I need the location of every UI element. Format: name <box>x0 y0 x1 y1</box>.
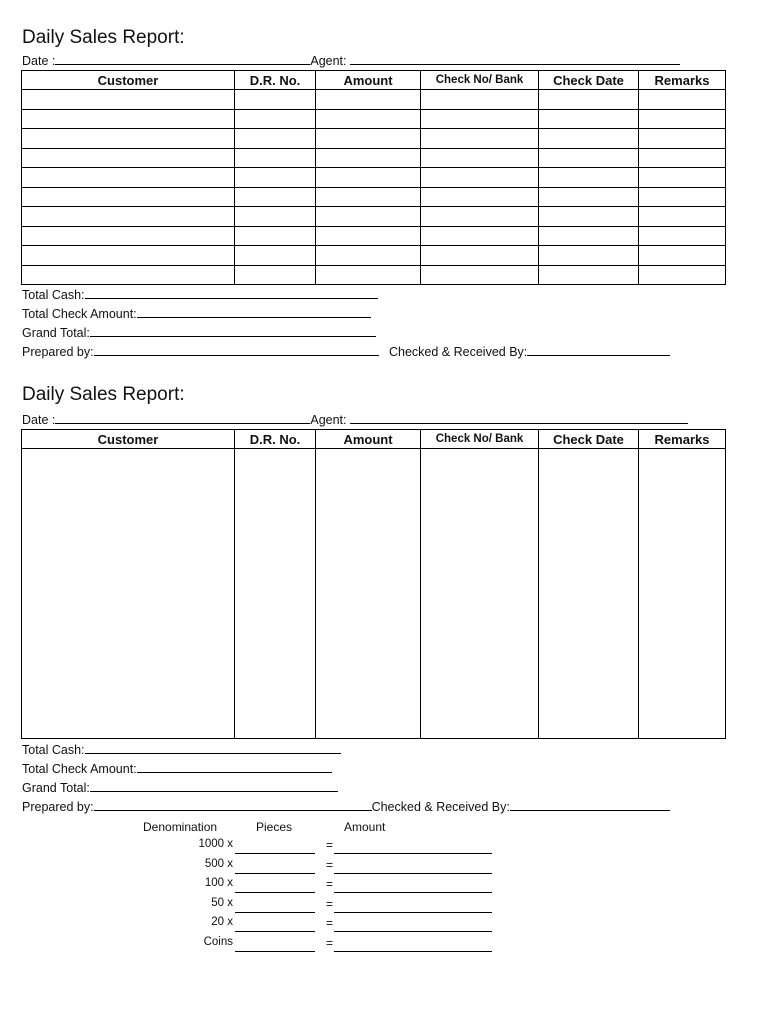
amount-field[interactable] <box>334 841 492 854</box>
remarks-cell[interactable] <box>639 109 726 129</box>
form2-agent-field[interactable] <box>350 412 688 424</box>
form1-agent-field[interactable] <box>350 53 680 65</box>
form2-checked-by-field[interactable] <box>510 799 670 811</box>
amount-column-area[interactable] <box>316 449 421 739</box>
dr-no-cell[interactable] <box>235 246 316 266</box>
form2-total-check-row <box>22 761 332 777</box>
form1-grand-total-label: Grand Total: <box>22 326 90 340</box>
form1-agent-label: Agent: <box>310 54 347 68</box>
customer-cell[interactable] <box>22 246 235 266</box>
col-header-check-no-bank: Check No/ Bank <box>421 430 539 449</box>
form1-signature-row <box>22 344 670 360</box>
check-date-cell[interactable] <box>539 207 639 227</box>
table-header-row <box>22 430 726 449</box>
amount-cell[interactable] <box>316 246 421 266</box>
form1-total-check-field[interactable] <box>137 306 371 318</box>
table-row <box>22 226 726 246</box>
form1-date-field[interactable] <box>55 53 310 65</box>
form1-prepared-by-field[interactable] <box>94 344 379 356</box>
amount-header: Amount <box>344 820 386 834</box>
check-date-cell[interactable] <box>539 187 639 207</box>
check-date-cell[interactable] <box>539 148 639 168</box>
form2-total-cash-row <box>22 742 341 758</box>
amount-cell[interactable] <box>316 90 421 110</box>
amount-field[interactable] <box>334 939 492 952</box>
form2-grand-total-label: Grand Total: <box>22 781 90 795</box>
pieces-field[interactable] <box>235 939 315 952</box>
customer-cell[interactable] <box>22 187 235 207</box>
pieces-field[interactable] <box>235 841 315 854</box>
form2-grand-total-row <box>22 780 338 796</box>
check-no-bank-column-area[interactable] <box>421 449 539 739</box>
form2-date-label: Date : <box>22 413 56 427</box>
check-no-bank-cell[interactable] <box>421 109 539 129</box>
remarks-cell[interactable] <box>639 246 726 266</box>
form1-date-agent-row <box>22 53 680 69</box>
form2-date-field[interactable] <box>55 412 310 424</box>
table-row <box>22 187 726 207</box>
form2-grand-total-field[interactable] <box>90 780 338 792</box>
table-row <box>22 246 726 266</box>
pieces-field[interactable] <box>235 861 315 874</box>
remarks-cell[interactable] <box>639 207 726 227</box>
remarks-cell[interactable] <box>639 90 726 110</box>
check-no-bank-cell[interactable] <box>421 187 539 207</box>
form1-total-cash-row <box>22 287 378 303</box>
equals-sign: = <box>326 896 334 911</box>
form2-checked-by-label: Checked & Received By: <box>371 800 510 814</box>
dr-no-cell[interactable] <box>235 187 316 207</box>
customer-cell[interactable] <box>22 168 235 188</box>
amount-cell[interactable] <box>316 148 421 168</box>
form2-date-agent-row <box>22 412 688 428</box>
check-no-bank-cell[interactable] <box>421 168 539 188</box>
amount-field[interactable] <box>334 880 492 893</box>
equals-sign: = <box>326 857 334 872</box>
denomination-header: Denomination <box>143 820 218 834</box>
dr-no-cell[interactable] <box>235 226 316 246</box>
denomination-label: 500 x <box>204 857 233 870</box>
form1-title: Daily Sales Report: <box>22 27 185 48</box>
col-header-amount: Amount <box>316 430 421 449</box>
table-row <box>22 148 726 168</box>
form1-date-label: Date : <box>22 54 56 68</box>
remarks-cell[interactable] <box>639 168 726 188</box>
col-header-remarks: Remarks <box>639 71 726 90</box>
dr-no-cell[interactable] <box>235 168 316 188</box>
form1-checked-by-field[interactable] <box>527 344 670 356</box>
table-row <box>22 207 726 227</box>
dr-no-column-area[interactable] <box>235 449 316 739</box>
form1-total-check-row <box>22 306 371 322</box>
check-no-bank-cell[interactable] <box>421 207 539 227</box>
table-header-row <box>22 71 726 90</box>
col-header-amount: Amount <box>316 71 421 90</box>
customer-cell[interactable] <box>22 207 235 227</box>
dr-no-cell[interactable] <box>235 265 316 285</box>
amount-field[interactable] <box>334 919 492 932</box>
form1-grand-total-row <box>22 325 376 341</box>
dr-no-cell[interactable] <box>235 90 316 110</box>
denomination-label: 50 x <box>211 896 233 909</box>
remarks-column-area[interactable] <box>639 449 726 739</box>
form2-total-check-label: Total Check Amount: <box>22 762 137 776</box>
table-body-area <box>22 449 726 739</box>
customer-cell[interactable] <box>22 226 235 246</box>
customer-cell[interactable] <box>22 90 235 110</box>
equals-sign: = <box>326 916 334 930</box>
form2-signature-row <box>22 799 670 815</box>
equals-sign: = <box>326 935 334 950</box>
amount-field[interactable] <box>334 900 492 913</box>
col-header-customer: Customer <box>22 71 235 90</box>
col-header-check-date: Check Date <box>539 430 639 449</box>
check-no-bank-cell[interactable] <box>421 148 539 168</box>
check-no-bank-cell[interactable] <box>421 129 539 149</box>
form2-total-cash-field[interactable] <box>85 742 341 754</box>
amount-cell[interactable] <box>316 207 421 227</box>
customer-cell[interactable] <box>22 109 235 129</box>
form1-total-cash-label: Total Cash: <box>22 288 85 302</box>
amount-cell[interactable] <box>316 129 421 149</box>
check-date-cell[interactable] <box>539 226 639 246</box>
dr-no-cell[interactable] <box>235 207 316 227</box>
amount-cell[interactable] <box>316 265 421 285</box>
amount-cell[interactable] <box>316 109 421 129</box>
check-no-bank-cell[interactable] <box>421 265 539 285</box>
denomination-label: 100 x <box>204 877 233 889</box>
table-row <box>22 129 726 149</box>
form1-prepared-by-label: Prepared by: <box>22 345 94 359</box>
form2-prepared-by-field[interactable] <box>94 799 372 811</box>
pieces-field[interactable] <box>235 880 315 893</box>
check-date-cell[interactable] <box>539 129 639 149</box>
customer-column-area[interactable] <box>22 449 235 739</box>
denomination-label: Coins <box>203 935 233 948</box>
check-date-cell[interactable] <box>539 168 639 188</box>
check-date-cell[interactable] <box>539 109 639 129</box>
col-header-check-no-bank: Check No/ Bank <box>421 71 539 90</box>
remarks-cell[interactable] <box>639 226 726 246</box>
check-date-cell[interactable] <box>539 90 639 110</box>
dr-no-cell[interactable] <box>235 148 316 168</box>
col-header-dr-no: D.R. No. <box>235 71 316 90</box>
check-no-bank-cell[interactable] <box>421 90 539 110</box>
col-header-remarks: Remarks <box>639 430 726 449</box>
denomination-label: 20 x <box>211 916 233 928</box>
dr-no-cell[interactable] <box>235 109 316 129</box>
form1-total-cash-field[interactable] <box>85 287 378 299</box>
table-row <box>22 168 726 188</box>
pieces-field[interactable] <box>235 919 315 932</box>
check-no-bank-cell[interactable] <box>421 226 539 246</box>
amount-cell[interactable] <box>316 168 421 188</box>
check-date-column-area[interactable] <box>539 449 639 739</box>
remarks-cell[interactable] <box>639 265 726 285</box>
check-no-bank-cell[interactable] <box>421 246 539 266</box>
form1-sales-table <box>21 70 726 285</box>
remarks-cell[interactable] <box>639 129 726 149</box>
form1-checked-by-label: Checked & Received By: <box>389 345 528 359</box>
amount-cell[interactable] <box>316 226 421 246</box>
form1-grand-total-field[interactable] <box>90 325 376 337</box>
form2-total-cash-label: Total Cash: <box>22 743 85 757</box>
equals-sign: = <box>326 838 334 852</box>
form2-title: Daily Sales Report: <box>22 384 185 405</box>
table-row <box>22 109 726 129</box>
form2-sales-table <box>21 429 726 739</box>
table-row <box>22 265 726 285</box>
dr-no-cell[interactable] <box>235 129 316 149</box>
check-date-cell[interactable] <box>539 265 639 285</box>
col-header-check-date: Check Date <box>539 71 639 90</box>
remarks-cell[interactable] <box>639 187 726 207</box>
form2-prepared-by-label: Prepared by: <box>22 800 94 814</box>
form2-total-check-field[interactable] <box>137 761 332 773</box>
denomination-label: 1000 x <box>198 838 233 850</box>
pieces-header: Pieces <box>256 820 293 834</box>
equals-sign: = <box>326 877 334 891</box>
check-date-cell[interactable] <box>539 246 639 266</box>
form1-total-check-label: Total Check Amount: <box>22 307 137 321</box>
table-row <box>22 90 726 110</box>
customer-cell[interactable] <box>22 129 235 149</box>
col-header-dr-no: D.R. No. <box>235 430 316 449</box>
amount-field[interactable] <box>334 861 492 874</box>
customer-cell[interactable] <box>22 148 235 168</box>
amount-cell[interactable] <box>316 187 421 207</box>
pieces-field[interactable] <box>235 900 315 913</box>
form2-agent-label: Agent: <box>310 413 347 427</box>
col-header-customer: Customer <box>22 430 235 449</box>
customer-cell[interactable] <box>22 265 235 285</box>
remarks-cell[interactable] <box>639 148 726 168</box>
